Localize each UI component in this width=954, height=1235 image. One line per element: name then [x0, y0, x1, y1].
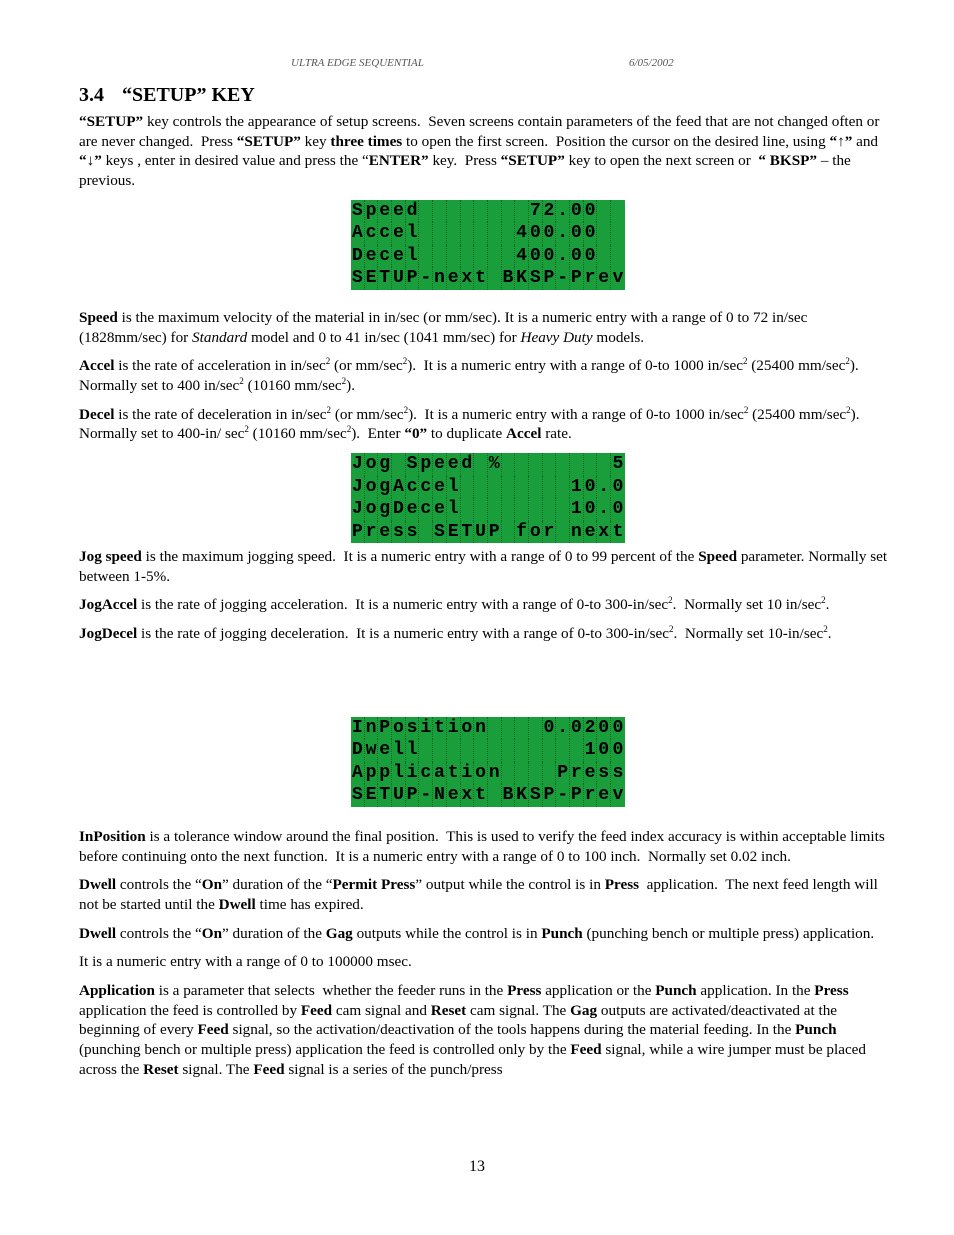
lcd-screen-inposition [351, 717, 625, 807]
accel-paragraph: Accel is the rate of acceleration in $in/\sec^2$ (or $mm/\sec^2$). It is a numeric entry with a range of 0-to 1000 $in/\sec^2$ (25400 $mm/\sec^2$). Normally set to 400 $in/\sec^2$ (10160 $mm/\sec^2$). [79, 356, 863, 394]
jog-decel-paragraph: JogDecel is the rate of jogging deceleration. It is a numeric entry with a range of 0-to $300-in/\sec^2$. Normally set $10-in/\sec^2$. [79, 624, 832, 643]
lcd-line: J o g D e c e l 1 0 . 0 [351, 499, 624, 520]
speed-paragraph: Speed is the maximum velocity of the material in in/sec (or mm/sec). It is a numeric entry with a range of 0 to 72 in/sec (1828mm/sec) for Standard model and 0 to 41 in/sec (1041 mm/sec) for Heavy Duty models. [79, 308, 808, 346]
lcd-line: D e c e l 4 0 0 . 0 0 [351, 245, 625, 268]
jog-speed-paragraph: Jog speed is the maximum jogging speed. It is a numeric entry with a range of 0 to 99 percent of the Speed parameter. Normally set between 1-5%. [79, 548, 888, 585]
application-paragraph: Application is a parameter that selects whether the feeder runs in the Press application or the Punch application. In the Press application the feed is controlled by Feed cam signal and Reset cam signal. The Gag outputs are activated/deactivated at the beginning of every Feed signal, so the activation/deactivation of the tools happens during the material feeding. In the Punch (punching bench or multiple press) application the feed is controlled only by the Feed signal, while a wire jumper must be placed across the Reset signal. The Feed signal is a series of the punch/press [79, 982, 867, 1078]
decel-paragraph: Decel is the rate of deceleration in $in/\sec^2$ (or $mm/\sec^2$). It is a numeric entry with a range of 0-to 1000 $in/\sec^2$ (25400 $mm/\sec^2$). Normally set to 400-in/ $\sec^2 (10160$ $mm/\sec^2$). Enter “0” to duplicate Accel rate. [79, 404, 864, 443]
section-title: “SETUP” KEY [122, 84, 255, 106]
lcd-line: J o g S p e e d % 5 [351, 454, 624, 475]
lcd-line: S E T U P - n e x t B K S P - P r e v [351, 268, 624, 289]
lcd-line: D w e l l 1 0 0 [351, 740, 624, 761]
dwell-range-paragraph: It is a numeric entry with a range of 0 to 100000 msec. [79, 953, 412, 971]
lcd-line: I n P o s i t i o n 0 . 0 2 0 0 [351, 717, 624, 738]
intro-paragraph: “SETUP” key controls the appearance of setup screens. Seven screens contain parameters of the feed that are not changed often or are never changed. Press “SETUP” key three times to open the first screen. Position the cursor on the desired line, using “↑” and “↓” keys , enter in desired value and press the “ENTER” key. Press “SETUP” key to open the next screen or “ BKSP” – the previous. [79, 113, 880, 190]
inposition-paragraph: InPosition is a tolerance window around the final position. This is used to verify the feed index accuracy is within acceptable limits before continuing onto the next function. It is a numeric entry with a range of 0 to 100 inch. Normally set 0.02 inch. [79, 827, 885, 865]
page-content [79, 82, 897, 1089]
lcd-line: S p e e d 7 2 . 0 0 [351, 200, 625, 223]
lcd-screen-jog [351, 453, 625, 543]
lcd-line: A p p l i c a t i o n P r e s s [351, 762, 624, 783]
lcd-line: S E T U P - N e x t B K S P - P r e v [351, 785, 624, 806]
running-header-date: 6/05/2002 [629, 57, 674, 69]
dwell-press-paragraph: Dwell controls the “On” duration of the “Permit Press” output while the control is in Press application. The next feed length will not be started until the Dwell time has expired. [79, 876, 878, 913]
dwell-punch-paragraph: Dwell controls the “On” duration of the Gag outputs while the control is in Punch (punching bench or multiple press) application. [79, 924, 875, 942]
lcd-line: J o g A c c e l 1 0 . 0 [351, 476, 624, 497]
lcd-line: A c c e l 4 0 0 . 0 0 [351, 222, 625, 245]
jog-accel-paragraph: JogAccel is the rate of jogging acceleration. It is a numeric entry with a range of 0-to $300-in/\sec^2$. Normally set 10 $in/\sec^2$. [79, 595, 830, 614]
section-number: 3.4 [79, 84, 104, 106]
lcd-line: P r e s s S E T U P f o r n e x t [351, 521, 624, 542]
page-number: 13 [469, 1158, 485, 1175]
running-header-title: ULTRA EDGE SEQUENTIAL [291, 57, 424, 69]
section-heading [79, 82, 897, 108]
lcd-screen-speed [351, 200, 625, 290]
